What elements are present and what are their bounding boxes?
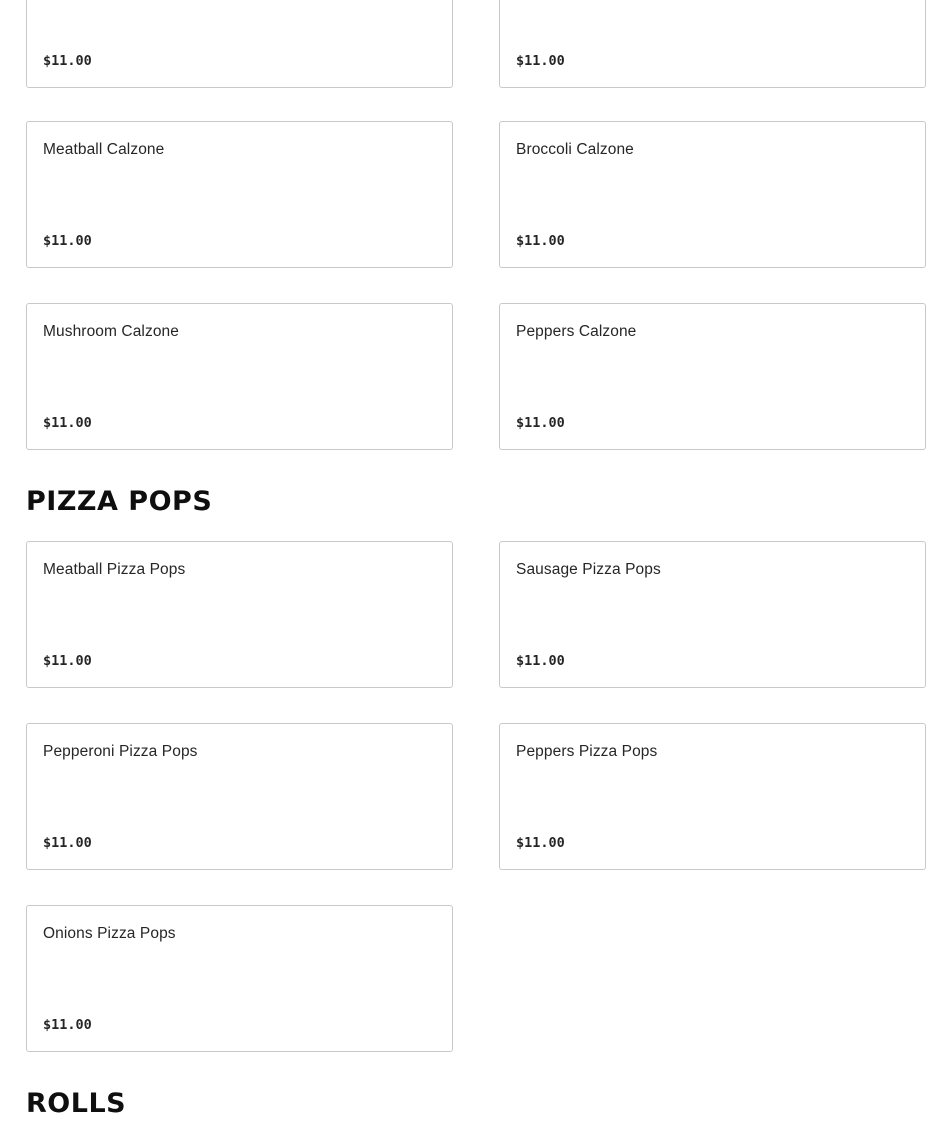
menu-item-price: $11.00 <box>43 1017 92 1033</box>
menu-item-price: $11.00 <box>516 415 565 431</box>
menu-item-price: $11.00 <box>43 653 92 669</box>
section-title-rolls: ROLLS <box>26 1088 127 1119</box>
menu-item-card[interactable] <box>499 0 926 88</box>
menu-item-name: Meatball Calzone <box>43 141 165 158</box>
menu-item-price: $11.00 <box>43 233 92 249</box>
menu-item-card[interactable] <box>499 121 926 268</box>
menu-item-name: Onions Pizza Pops <box>43 925 176 942</box>
menu-item-card[interactable] <box>499 723 926 870</box>
menu-item-name: Meatball Pizza Pops <box>43 561 186 578</box>
menu-item-price: $11.00 <box>516 233 565 249</box>
menu-item-price: $11.00 <box>516 53 565 69</box>
menu-item-price: $11.00 <box>43 835 92 851</box>
menu-item-name: Sausage Pizza Pops <box>516 561 661 578</box>
menu-item-price: $11.00 <box>43 53 92 69</box>
menu-item-card[interactable] <box>26 303 453 450</box>
menu-item-price: $11.00 <box>43 415 92 431</box>
menu-item-name: Pepperoni Pizza Pops <box>43 743 198 760</box>
menu-item-name: Broccoli Calzone <box>516 141 634 158</box>
menu-item-name: Mushroom Calzone <box>43 323 179 340</box>
menu-item-name: Peppers Pizza Pops <box>516 743 658 760</box>
menu-item-card[interactable] <box>499 541 926 688</box>
section-title-pizza-pops: PIZZA POPS <box>26 486 213 517</box>
menu-item-card[interactable] <box>26 905 453 1052</box>
menu-item-card[interactable] <box>499 303 926 450</box>
menu-item-card[interactable] <box>26 121 453 268</box>
menu-item-name: Peppers Calzone <box>516 323 637 340</box>
menu-item-card[interactable] <box>26 723 453 870</box>
menu-item-price: $11.00 <box>516 835 565 851</box>
menu-item-card[interactable] <box>26 0 453 88</box>
menu-item-card[interactable] <box>26 541 453 688</box>
menu-item-price: $11.00 <box>516 653 565 669</box>
